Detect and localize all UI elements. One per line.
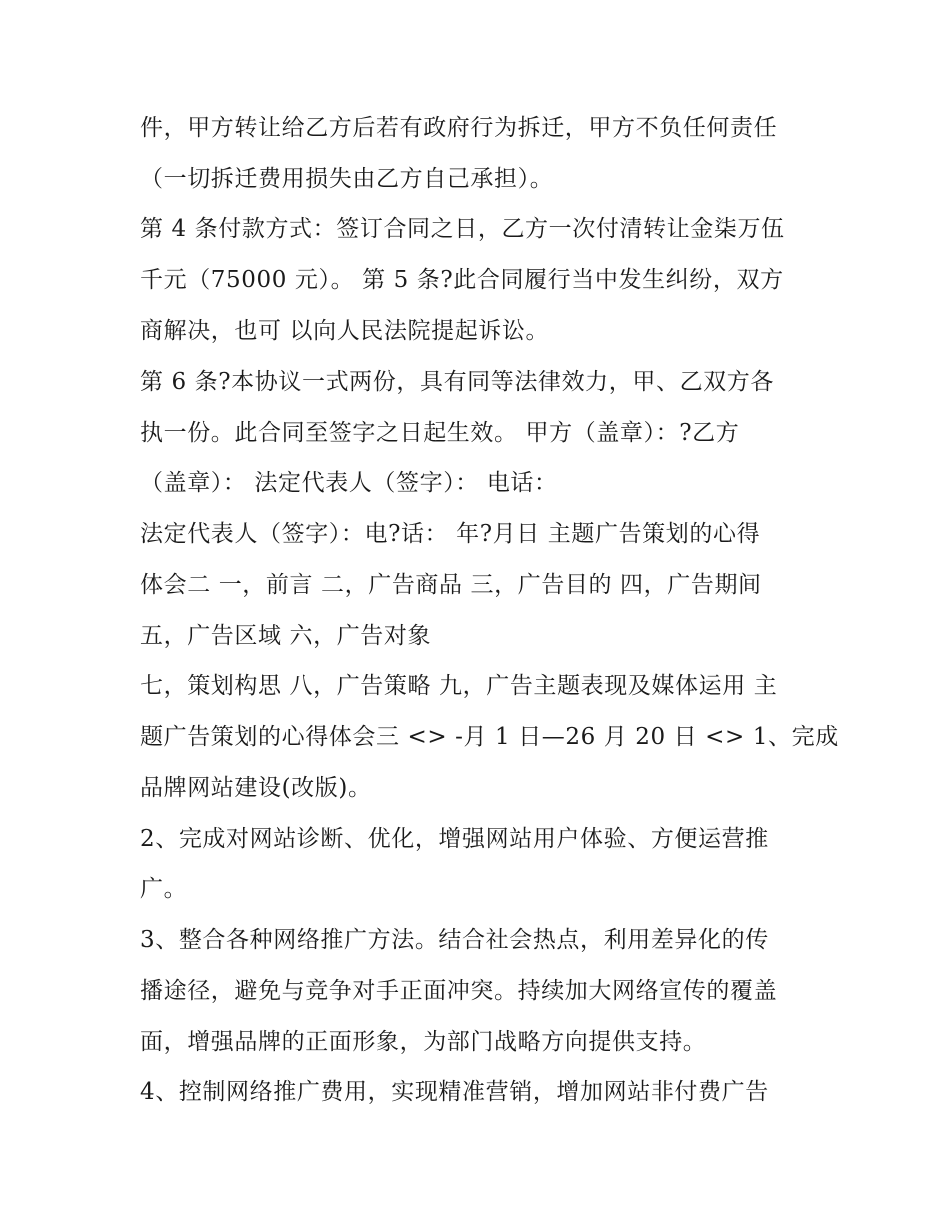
text-line: 面，增强品牌的正面形象，为部门战略方向提供支持。 — [140, 1029, 707, 1055]
text-line: 千元（75000 元）。 第 5 条?此合同履行当中发生纠纷，双方 — [140, 267, 784, 293]
text-line: 第 4 条付款方式：签订合同之日，乙方一次付清转让金柒万伍 — [140, 216, 785, 242]
text-line: 播途径，避免与竞争对手正面冲突。持续加大网络宣传的覆盖 — [140, 978, 778, 1004]
text-line: 法定代表人（签字）：电?话： 年?月日 主题广告策划的心得 — [140, 521, 761, 547]
text-line: 4、控制网络推广费用，实现精准营销，增加网站非付费广告 — [140, 1079, 769, 1105]
text-line: 商解决，也可 以向人民法院提起诉讼。 — [140, 318, 550, 344]
text-line: 2、完成对网站诊断、优化，增强网站用户体验、方便运营推 — [140, 826, 769, 852]
text-line: 件，甲方转让给乙方后若有政府行为拆迁，甲方不负任何责任 — [140, 115, 778, 141]
text-line: （盖章）： 法定代表人（签字）： 电话： — [140, 470, 558, 496]
text-line: 第 6 条?本协议一式两份，具有同等法律效力，甲、乙双方各 — [140, 369, 774, 395]
text-line: 体会二 一，前言 二，广告商品 三，广告目的 四，广告期间 — [140, 572, 762, 598]
text-line: （一切拆迁费用损失由乙方自己承担）。 — [140, 166, 554, 192]
text-line: 广。 — [140, 876, 188, 902]
text-line: 品牌网站建设(改版)。 — [140, 775, 372, 801]
text-line: 3、整合各种网络推广方法。结合社会热点，利用差异化的传 — [140, 927, 769, 953]
text-line: 题广告策划的心得体会三 <> -月 1 日—26 月 20 日 <> 1、完成 — [140, 724, 839, 750]
text-line: 七，策划构思 八，广告策略 九，广告主题表现及媒体运用 主 — [140, 673, 778, 699]
text-line: 执一份。此合同至签字之日起生效。 甲方（盖章）：?乙方 — [140, 420, 740, 446]
text-line: 五，广告区域 六，广告对象 — [140, 623, 432, 649]
